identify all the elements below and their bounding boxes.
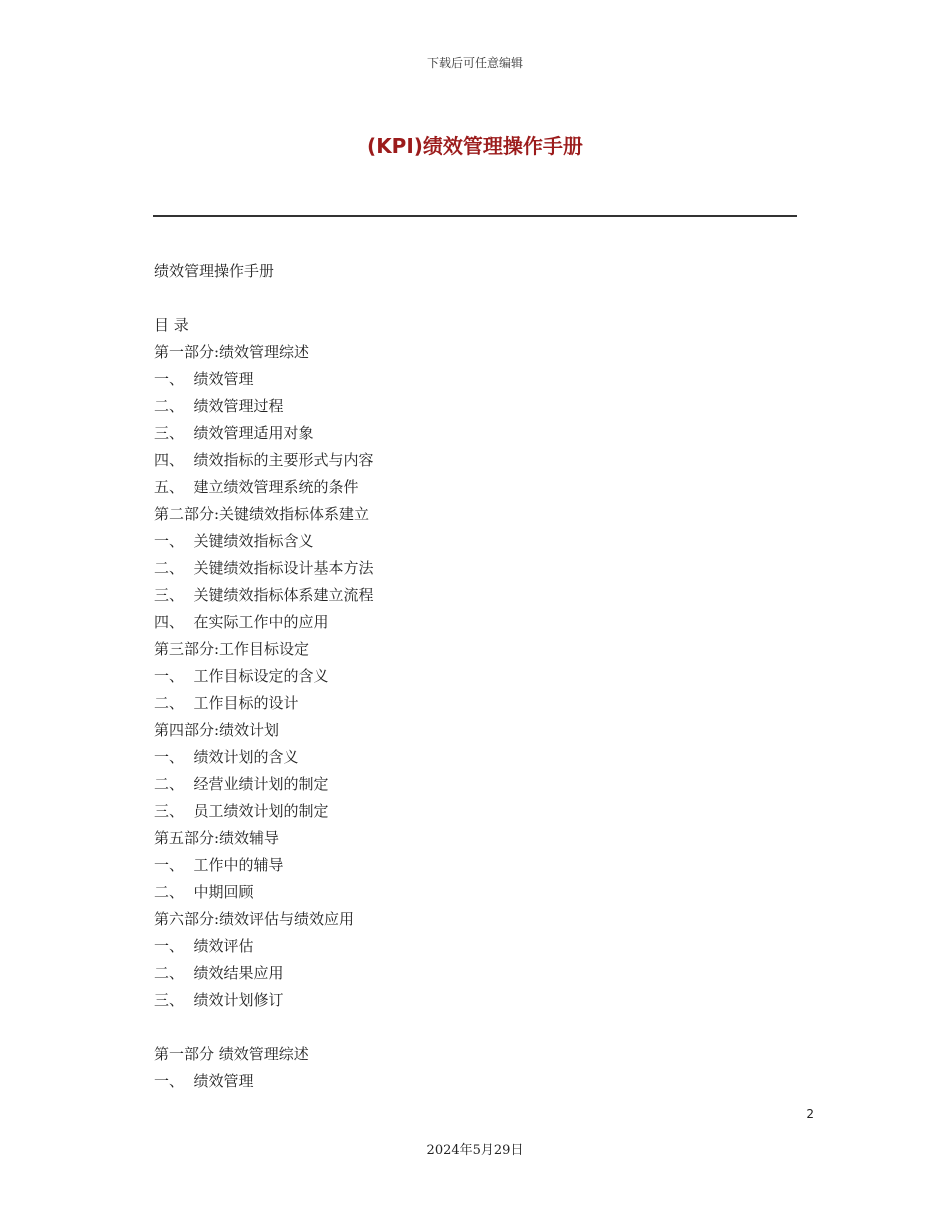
toc-item: 二、 经营业绩计划的制定 — [154, 775, 329, 793]
toc-item: 三、 员工绩效计划的制定 — [154, 802, 329, 820]
header-note: 下载后可任意编辑 — [426, 56, 523, 70]
table-of-contents — [154, 339, 794, 1014]
toc-item: 二、 中期回顾 — [154, 883, 254, 901]
toc-item: 五、 建立绩效管理系统的条件 — [154, 478, 359, 496]
toc-item: 三、 绩效管理适用对象 — [154, 424, 314, 442]
toc-item: 二、 关键绩效指标设计基本方法 — [154, 559, 374, 577]
document-body — [154, 258, 794, 1095]
toc-item: 第六部分:绩效评估与绩效应用 — [154, 910, 355, 928]
toc-item: 第五部分:绩效辅导 — [154, 829, 280, 847]
page-number: 2 — [806, 1107, 814, 1121]
subsection-heading: 一、 绩效管理 — [154, 1072, 254, 1090]
toc-item: 一、 绩效计划的含义 — [154, 748, 299, 766]
toc-item: 三、 关键绩效指标体系建立流程 — [154, 586, 374, 604]
document-subtitle: 绩效管理操作手册 — [154, 262, 275, 280]
toc-item: 三、 绩效计划修订 — [154, 991, 284, 1009]
toc-item: 一、 绩效评估 — [154, 937, 254, 955]
toc-item: 二、 绩效管理过程 — [154, 397, 284, 415]
document-title: (KPI)绩效管理操作手册 — [367, 134, 583, 158]
toc-item: 四、 在实际工作中的应用 — [154, 613, 329, 631]
toc-item: 第二部分:关键绩效指标体系建立 — [154, 505, 370, 523]
blank-line — [154, 1014, 794, 1041]
toc-item: 二、 绩效结果应用 — [154, 964, 284, 982]
toc-item: 一、 关键绩效指标含义 — [154, 532, 314, 550]
footer-date: 2024年5月29日 — [426, 1143, 524, 1158]
toc-item: 二、 工作目标的设计 — [154, 694, 299, 712]
title-divider — [153, 215, 797, 217]
toc-item: 一、 绩效管理 — [154, 370, 254, 388]
toc-heading: 目 录 — [154, 316, 189, 334]
toc-item: 一、 工作目标设定的含义 — [154, 667, 329, 685]
blank-line — [154, 285, 794, 312]
section-heading: 第一部分 绩效管理综述 — [154, 1045, 309, 1063]
toc-item: 一、 工作中的辅导 — [154, 856, 284, 874]
toc-item: 第三部分:工作目标设定 — [154, 640, 310, 658]
toc-item: 第一部分:绩效管理综述 — [154, 343, 310, 361]
toc-item: 第四部分:绩效计划 — [154, 721, 280, 739]
toc-item: 四、 绩效指标的主要形式与内容 — [154, 451, 374, 469]
